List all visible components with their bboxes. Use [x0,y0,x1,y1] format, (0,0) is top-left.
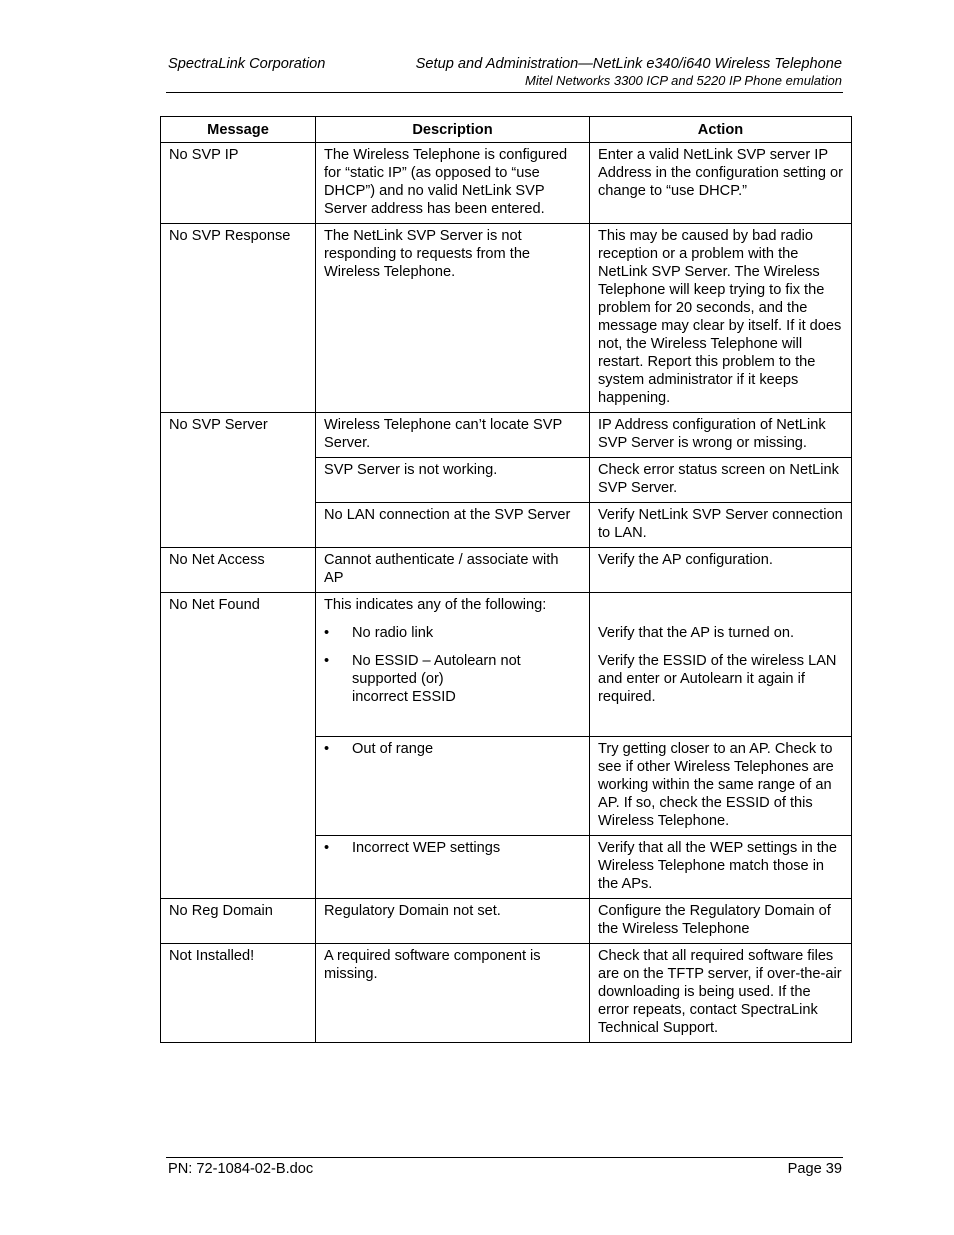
table-row [161,944,852,1043]
action-cell: This may be caused by bad radio reception or a problem with the NetLink SVP Server. The Wireless Telephone will keep trying to fix the problem for 20 seconds, and the message may clear by itself. If it does not, the Wireless Telephone will restart. Report this problem to the system administrator if it keeps happening. [590,224,852,413]
description-cell [316,593,590,737]
description-cell: Regulatory Domain not set. [316,899,590,944]
action-cell: Enter a valid NetLink SVP server IP Address in the configuration setting or change to “use DHCP.” [590,143,852,224]
footer-rule [166,1157,843,1158]
list-item: • No radio link [324,624,581,642]
list-item: • Incorrect WEP settings [324,839,581,857]
table-row [161,143,852,224]
action-cell: Check error status screen on NetLink SVP Server. [590,458,852,503]
description-cell [316,737,590,836]
message-cell: No SVP Server [161,413,316,548]
message-cell: No Net Access [161,548,316,593]
message-cell: No Reg Domain [161,899,316,944]
message-cell: No Net Found [161,593,316,899]
header-title-block [416,56,842,88]
column-header-description: Description [316,117,590,143]
description-cell [316,836,590,899]
list-item [324,652,581,706]
message-cell: Not Installed! [161,944,316,1043]
column-header-message: Message [161,117,316,143]
message-cell: No SVP Response [161,224,316,413]
description-cell: Cannot authenticate / associate with AP [316,548,590,593]
list-item-line: incorrect ESSID [352,689,456,705]
table-row [161,593,852,737]
list-item-line: • No ESSID – Autolearn not supported (or) [352,653,521,687]
action-cell: Verify that all the WEP settings in the Wireless Telephone match those in the APs. [590,836,852,899]
table-header-row [161,117,852,143]
header-company: SpectraLink Corporation [168,56,326,72]
message-cell: No SVP IP [161,143,316,224]
action-cell [590,593,852,737]
action-cell: Configure the Regulatory Domain of the Wireless Telephone [590,899,852,944]
description-cell: A required software component is missing. [316,944,590,1043]
action-text: Verify the ESSID of the wireless LAN and enter or Autolearn it again if required. [598,653,837,705]
action-cell: IP Address configuration of NetLink SVP Server is wrong or missing. [590,413,852,458]
table-row [161,224,852,413]
action-text: Verify that the AP is turned on. [598,625,795,641]
action-cell: Verify NetLink SVP Server connection to LAN. [590,503,852,548]
description-cell: The Wireless Telephone is configured for “static IP” (as opposed to “use DHCP”) and no valid NetLink SVP Server address has been entered. [316,143,590,224]
description-intro: This indicates any of the following: [324,597,547,613]
action-cell: Try getting closer to an AP. Check to see if other Wireless Telephones are working within the same range of an AP. If so, check the ESSID of this Wireless Telephone. [590,737,852,836]
column-header-action: Action [590,117,852,143]
cause-list [324,624,581,706]
cause-list [324,740,581,758]
description-cell: Wireless Telephone can’t locate SVP Server. [316,413,590,458]
cause-list [324,839,581,857]
footer-doc-number: PN: 72-1084-02-B.doc [168,1161,314,1177]
message-table [160,116,852,1043]
footer-page-number: Page 39 [787,1161,842,1177]
action-cell: Check that all required software files are on the TFTP server, if over-the-air downloading is being used. If the error repeats, contact SpectraLink Technical Support. [590,944,852,1043]
header-title: Setup and Administration—NetLink e340/i640 Wireless Telephone [415,56,842,72]
table-row [161,413,852,458]
header-subtitle: Mitel Networks 3300 ICP and 5220 IP Phone emulation [525,73,842,88]
table-row [161,548,852,593]
table-row [161,899,852,944]
header-rule [166,92,843,93]
description-cell: No LAN connection at the SVP Server [316,503,590,548]
action-cell: Verify the AP configuration. [590,548,852,593]
description-cell: The NetLink SVP Server is not responding to requests from the Wireless Telephone. [316,224,590,413]
description-cell: SVP Server is not working. [316,458,590,503]
list-item: • Out of range [324,740,581,758]
